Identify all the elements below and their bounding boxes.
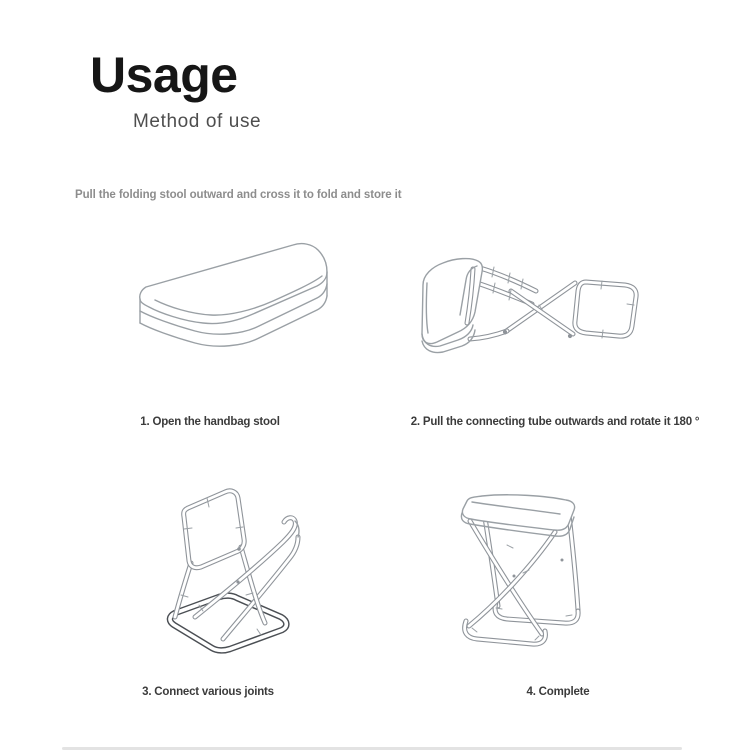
step-3-figure (155, 487, 315, 657)
front-right-leg (469, 532, 555, 626)
step-4-figure (452, 488, 602, 660)
cross-tube-2 (511, 291, 573, 334)
page-subtitle: Method of use (133, 111, 262, 132)
cross-tube-1 (505, 283, 575, 332)
stool-half-unfolded-illustration (410, 253, 655, 360)
base-loop (170, 596, 286, 651)
right-frame-loop (575, 282, 636, 336)
stool-frame-standing-illustration (155, 487, 315, 657)
step-1-figure (125, 237, 340, 367)
folded-handbag-stool-illustration (125, 237, 340, 367)
base-loop (170, 596, 286, 651)
step-2-caption: 2. Pull the connecting tube outwards and rotate it 180 ° (410, 416, 700, 428)
step-3-caption: 3. Connect various joints (142, 686, 274, 698)
handle-loop (184, 491, 245, 568)
step-2-figure (410, 253, 655, 360)
handle-loop (184, 491, 245, 568)
right-frame-loop (575, 282, 636, 336)
case-top-face (140, 244, 327, 324)
page-title: Usage (90, 47, 238, 103)
instruction-text: Pull the folding stool outward and cross it to fold and store it (75, 189, 402, 201)
step-4-caption: 4. Complete (526, 686, 590, 698)
step-1-caption: 1. Open the handbag stool (140, 416, 280, 428)
stool-complete-illustration (452, 488, 602, 660)
far-foot-tube (495, 602, 578, 623)
